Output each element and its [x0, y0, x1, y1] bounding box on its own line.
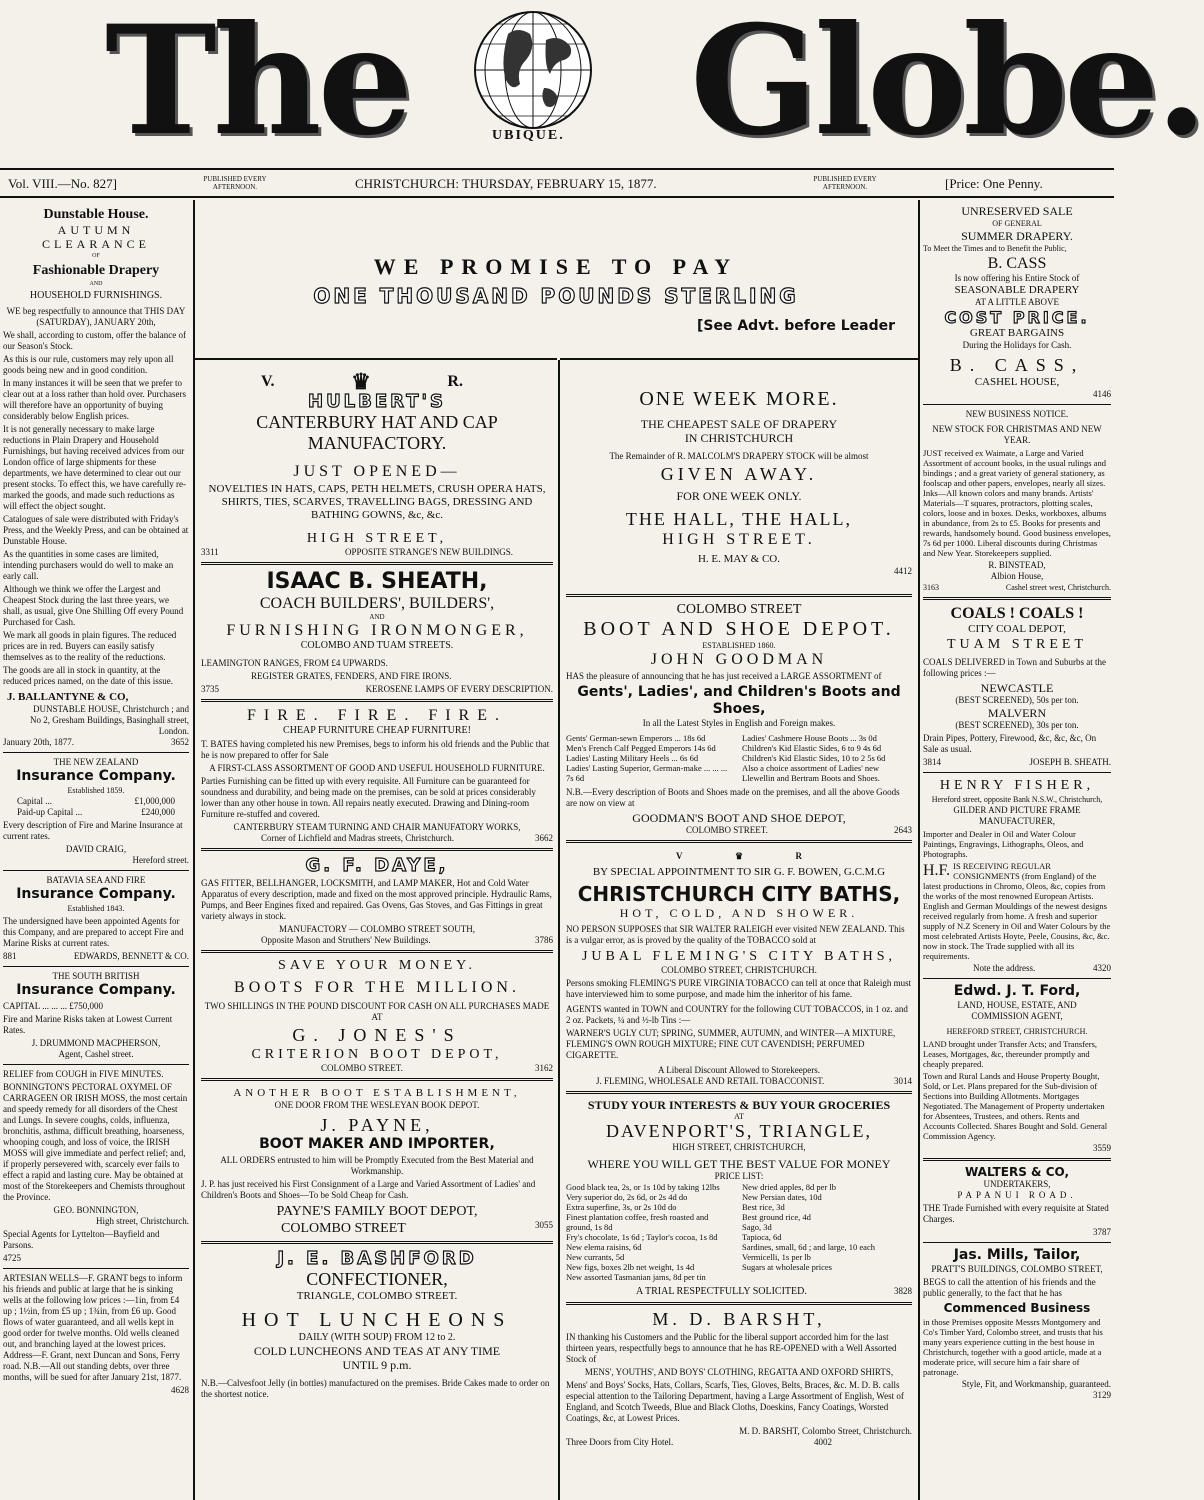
ad-heading: GREAT BARGAINS — [969, 327, 1065, 339]
ad-text: IS RECEIVING REGULAR CONSIGNMENTS (from England) of the latest productions in Chromo, Oleos, &c, copies from the works of the most renowned European Artists. English and German Mouldings of the newest designs received regularly from home. A fresh and superior supply of N.Z Scenery in Oil and Water Colours by the most celebrated Artists Hoyte, Peele, Cousins, &c, &c. now in stock. The Trade supplied with all its requirements. — [923, 861, 1111, 961]
ad-title: CHRISTCHURCH CITY BATHS, — [577, 882, 901, 906]
ad-heading: RELIEF from COUGH in FIVE MINUTES. — [3, 1069, 164, 1079]
ad-title: Jas. Mills, Tailor, — [953, 1247, 1081, 1263]
ad-heading: AUTUMN CLEARANCE — [42, 223, 150, 251]
ad-title: M. D. BARSHT, — [652, 1309, 826, 1329]
ad-heading: THE HALL, THE HALL, — [625, 509, 853, 529]
ad-text: AGENTS wanted in TOWN and COUNTRY for the following CUT TOBACCOS, in 1 oz. and 2 oz. Packets, ¼ and ½-lb Tins :— — [566, 1004, 908, 1025]
royal-crest-icon: ♛ — [734, 851, 744, 861]
ad-text: ALL ORDERS entrusted to him will be Promptly Executed from the Best Material and Workmanship. — [220, 1155, 534, 1176]
ad-heading: THE NEW ZEALAND — [53, 757, 139, 767]
ad-title: B. CASS — [987, 255, 1047, 272]
ad-signature: J. BALLANTYNE & CO, — [7, 691, 129, 703]
ad-daye-gasfitter — [201, 855, 553, 946]
ad-address: Albion House, — [990, 571, 1044, 581]
ad-address: PRATT'S BUILDINGS, COLOMBO STREET, — [931, 1264, 1103, 1274]
ad-text: TWO SHILLINGS IN THE POUND DISCOUNT FOR CASH ON ALL PURCHASES MADE AT — [204, 1001, 550, 1022]
ad-heading: COST PRICE. — [944, 308, 1090, 327]
ad-heading: HOT, COLD, AND SHOWER. — [619, 906, 859, 920]
ad-text: UNTIL 9 p.m. — [342, 1358, 412, 1372]
ad-heading: Fashionable Drapery — [32, 263, 160, 278]
ad-text: NOVELTIES IN HATS, CAPS, PETH HELMETS, CRUSH OPERA HATS, SHIRTS, TIES, SCARVES, TRAVELLING BAGS, DRESSING AND BATHING GOWNS, &c, &c. — [208, 483, 546, 521]
ad-heading: IN CHRISTCHURCH — [684, 431, 794, 445]
ad-text: As the quantities in some cases are limited, intending purchasers would do well to make an early call. — [3, 549, 174, 581]
ad-may-drapery — [566, 388, 912, 576]
ad-mills-tailor — [923, 1247, 1111, 1401]
ad-address: COLOMBO AND TUAM STREETS. — [300, 640, 454, 651]
ad-ref-number: 881 — [3, 951, 17, 961]
royal-crest-icon: ♛ — [351, 369, 371, 394]
ad-address: COLOMBO STREET, CHRISTCHURCH. — [661, 965, 817, 975]
ad-text: Special Agents for Lyttelton—Bayfield and Parsons. — [3, 1229, 160, 1250]
ad-signature: J. DRUMMOND MACPHERSON, — [31, 1038, 161, 1048]
ad-text: Persons smoking FLEMING'S PURE VIRGINIA TOBACCO can tell at once that Raleigh must have interviewed him to some purpose, and made him the inheritor of his fame. — [566, 978, 912, 999]
ad-text: REGISTER GRATES, FENDERS, AND FIRE IRONS. — [251, 671, 452, 681]
ad-coals — [923, 604, 1111, 768]
ad-text: CAPITAL ... ... ... £750,000 — [3, 1001, 103, 1011]
ad-heading: COACH BUILDERS', BUILDERS', — [259, 595, 495, 612]
ad-title: SAVE YOUR MONEY. — [278, 958, 476, 973]
ad-heading: GILDER AND PICTURE FRAME MANUFACTURER, — [953, 805, 1081, 826]
ad-address: HEREFORD STREET, CHRISTCHURCH. — [946, 1027, 1088, 1036]
ad-title: J. PAYNE, — [320, 1115, 434, 1135]
royal-initial: V. — [261, 373, 275, 390]
ad-title: HENRY FISHER, — [939, 778, 1095, 793]
ad-text: J. P. has just received his First Consignment of a Large and Varied Assortment of Ladies' and Children's Boots and Shoes—To be Sold Cheap for Cash. — [201, 1179, 536, 1200]
ad-heading: NEW STOCK FOR CHRISTMAS AND NEW YEAR. — [932, 424, 1102, 445]
ad-heading: CONFECTIONER, — [306, 1269, 448, 1289]
ad-text: Paid-up Capital ... — [17, 807, 83, 817]
price-item: Ladies' Cashmere House Boots ... 3s 0d — [742, 733, 877, 743]
price-item: New dried apples, 8d per lb — [742, 1182, 836, 1192]
ad-goodman-boots — [566, 601, 912, 836]
ad-text: The Remainder of R. MALCOLM'S DRAPERY STOCK will be almost — [609, 451, 869, 461]
ad-text: Importer and Dealer in Oil and Water Colour Paintings, Engravings, Lithographs, Oleos, and Photographs. — [923, 829, 1084, 859]
ad-text: N.B.—Every description of Boots and Shoes made on the premises, and all the above Goods are now on view at — [566, 787, 900, 808]
ad-text: In many instances it will be seen that we prefer to clear out at a loss rather than hold over. Purchasers will therefore have an opportunity of buying considerably below English prices. — [3, 378, 186, 421]
ad-signature: R. BINSTEAD, — [988, 560, 1046, 570]
ad-title: ISAAC B. SHEATH, — [266, 569, 488, 594]
divider — [195, 358, 557, 360]
ad-text: Is now offering his Entire Stock of — [954, 273, 1080, 283]
price-item: New currants, 5d — [566, 1252, 625, 1262]
divider — [560, 358, 918, 360]
ad-address: DUNSTABLE HOUSE, Christchurch ; and — [32, 704, 189, 714]
ad-ref-number: 3735 — [201, 684, 219, 694]
ad-initials: H.F. — [923, 862, 951, 879]
ad-nz-insurance — [3, 757, 189, 866]
ad-title: BOOT AND SHOE DEPOT. — [583, 618, 895, 640]
ad-heading: COLOMBO STREET — [676, 602, 802, 617]
ad-address: Opposite Mason and Struthers' New Buildings. — [261, 935, 431, 945]
ad-ref-number: 2643 — [894, 825, 912, 835]
volume-number: Vol. VIII.—No. 827] — [8, 176, 117, 191]
ad-text: OF — [92, 253, 100, 259]
ad-address: HIGH STREET, CHRISTCHURCH, — [672, 1142, 806, 1152]
ad-address: No 2, Gresham Buildings, Basinghall street, London. — [30, 715, 189, 736]
ad-text: Style, Fit, and Workmanship, guaranteed. — [961, 1379, 1111, 1389]
ad-text: In all the Latest Styles in English and Foreign makes. — [642, 718, 836, 728]
ad-text: Capital ... — [17, 796, 52, 806]
ad-text: Drain Pipes, Pottery, Firewood, &c, &c, &c, On Sale as usual. — [923, 733, 1097, 754]
ad-text: LEAMINGTON RANGES, FROM £4 UPWARDS. — [201, 658, 388, 668]
published-note-left: PUBLISHED EVERY AFTERNOON. — [203, 175, 267, 191]
ad-barsht-clothing — [566, 1309, 912, 1448]
ad-sheath-ironmonger — [201, 569, 553, 695]
ad-text: It is not generally necessary to make large reductions in Plain Drapery and Household Furnishings, but having received advices from our London office of large shipments for these departments, we have determined to clear out our present stocks. To effect this, we have carefully re-marked the goods, and made such reductions as will effect the object sought. — [3, 424, 186, 511]
price-item: Vermicelli, 1s per lb — [742, 1252, 811, 1262]
ad-text: To Meet the Times and to Benefit the Public, — [923, 244, 1067, 253]
ad-address: COLOMBO STREET. — [686, 825, 768, 835]
ad-text: Mens' and Boys' Socks, Hats, Collars, Scarfs, Ties, Gloves, Belts, Braces, &c. M. D. B. calls especial attention to the Tailoring Department, having a Large Assortment of English, West of England, and Scotch Tweeds, Blue and Black Cloths, Doeskins, Fancy Coatings, Worsted Coatings, &c, at Lowest Prices. — [566, 1380, 904, 1423]
ad-heading: FURNISHING IRONMONGER, — [226, 622, 528, 639]
price-item: New figs, boxes 2lb net weight, 1s 4d — [566, 1262, 695, 1272]
ad-text: A Liberal Discount Allowed to Storekeepers. — [658, 1065, 820, 1075]
ad-heading: BY SPECIAL APPOINTMENT TO SIR G. F. BOWEN, G.C.M.G — [592, 866, 886, 878]
ad-heading: HOT LUNCHEONS — [241, 1309, 513, 1331]
ad-heading: GIVEN AWAY. — [660, 464, 818, 484]
ad-text: We shall, according to custom, offer the balance of our Season's Stock. — [3, 330, 187, 351]
ad-text: Note the address. — [973, 963, 1036, 973]
ad-ref-number: 3311 — [201, 547, 219, 557]
ad-text: The goods are all in stock in quantity, at the reduced prices named, on the date of this issue. — [3, 665, 173, 686]
price-item: Men's French Calf Pegged Emperors 14s 6d — [566, 743, 716, 753]
ad-heading: Gents', Ladies', and Children's Boots and Shoes, — [577, 684, 901, 717]
column-1 — [0, 200, 192, 1500]
ad-heading: SUMMER DRAPERY. — [961, 229, 1073, 243]
ad-text: KEROSENE LAMPS OF EVERY DESCRIPTION. — [365, 684, 553, 694]
ad-ref-number: 4412 — [894, 566, 912, 576]
ad-heading: COMMISSION AGENT, — [971, 1011, 1063, 1021]
column-3 — [560, 362, 918, 1500]
ad-text: AT A LITTLE ABOVE — [974, 297, 1060, 307]
ad-heading: MENS', YOUTHS', AND BOYS' CLOTHING, REGATTA AND OXFORD SHIRTS, — [584, 1367, 894, 1377]
ad-text: BONNINGTON'S PECTORAL OXYMEL OF CARRAGEEN OR IRISH MOSS, the most certain and speedy remedy for all disorders of the Chest and Lungs. In severe coughs, colds, influenza, bronchitis, asthma, difficult breathing, hoarseness, whooping cough, and loss of voice, the IRISH MOSS will give immediate and perfect relief; and, if properly persevered with, scarcely ever fails to effect a rapid and lasting cure. May be obtained at most of the Storekeepers and Chemists throughout the Province. — [3, 1082, 188, 1202]
ad-title: ONE WEEK MORE. — [639, 388, 839, 410]
ad-heading: HIGH STREET, — [306, 531, 448, 546]
royal-initial: R — [795, 851, 802, 861]
royal-initial: V — [676, 851, 683, 861]
ad-text: AND — [89, 281, 103, 287]
ad-binstead-stationery — [923, 409, 1111, 593]
ad-address: Corner of Lichfield and Madras streets, Christchurch. — [261, 833, 454, 843]
ad-heading: G. JONES'S — [292, 1025, 462, 1045]
ad-jones-boots — [201, 957, 553, 1074]
ad-signature: H. E. MAY & CO. — [697, 553, 780, 565]
banner-subheadline: ONE THOUSAND POUNDS STERLING — [313, 284, 799, 308]
ad-heading: MALVERN — [987, 706, 1047, 720]
ad-ref-number: 4628 — [171, 1385, 189, 1395]
ad-heading: WHERE YOU WILL GET THE BEST VALUE FOR MONEY — [587, 1157, 891, 1171]
ad-title: J. E. BASHFORD — [277, 1248, 477, 1269]
ad-bashford-confectioner — [201, 1248, 553, 1400]
ad-address: MANUFACTORY — COLOMBO STREET SOUTH, — [279, 924, 475, 934]
ad-signature: DAVID CRAIG, — [65, 844, 127, 854]
ad-ref-number: 3129 — [1093, 1390, 1111, 1400]
ad-fire-furniture — [201, 706, 553, 844]
ad-heading: LAND, HOUSE, ESTATE, AND — [957, 1000, 1077, 1010]
ad-text: ESTABLISHED 1860. — [702, 641, 776, 650]
ad-date: January 20th, 1877. — [3, 737, 74, 747]
price-item: Fry's chocolate, 1s 6d ; Taylor's cocoa, 1s 8d — [566, 1232, 718, 1242]
masthead — [0, 0, 1204, 169]
ad-text: The undersigned have been appointed Agents for this Company, and are prepared to accept Fire and Marine Risks at current rates. — [3, 916, 184, 948]
ad-heading: GOODMAN'S BOOT AND SHOE DEPOT, — [632, 811, 846, 825]
price-item: Also a choice assortment of Ladies' new Llewellin and Bertram Boots and Shoes. — [742, 763, 880, 783]
banner-headline: WE PROMISE TO PAY — [373, 254, 739, 279]
price-item: Finest plantation coffee, fresh roasted and ground, 1s 8d — [566, 1212, 709, 1232]
ad-title: WALTERS & CO, — [964, 1165, 1070, 1179]
column-2 — [195, 362, 559, 1500]
price-item: New assorted Tasmanian jams, 8d per tin — [566, 1272, 706, 1282]
ad-heading: Commenced Business — [943, 1301, 1091, 1315]
ad-address: CASHEL HOUSE, — [974, 376, 1060, 388]
ad-text: HAS the pleasure of announcing that he has just received a LARGE ASSORTMENT of — [566, 671, 882, 681]
ad-address: Hereford street. — [132, 855, 189, 865]
published-note-right: PUBLISHED EVERY AFTERNOON. — [813, 175, 877, 191]
ad-address: Agent, Cashel street. — [58, 1049, 134, 1059]
ad-ref-number: 3828 — [894, 1286, 912, 1296]
ad-text: (BEST SCREENED), 30s per ton. — [955, 720, 1079, 730]
ad-heading: HOUSEHOLD FURNISHINGS. — [29, 290, 163, 301]
ad-text: COALS DELIVERED in Town and Suburbs at the following prices :— — [923, 657, 1106, 678]
ad-text: Established 1859. — [67, 786, 125, 795]
ad-ref-number: 3814 — [923, 757, 941, 767]
ad-heading: TUAM STREET — [946, 637, 1088, 652]
ad-text: LAND brought under Transfer Acts; and Transfers, Leases, Mortgages, &c, thereunder promptly and cheaply prepared. — [923, 1039, 1098, 1069]
ad-davenport-groceries — [566, 1098, 912, 1298]
ad-ref-number: 3162 — [535, 1063, 553, 1073]
ad-address: COLOMBO STREET. — [321, 1063, 403, 1073]
ad-heading: NEWCASTLE — [980, 681, 1054, 695]
ad-heading: SEASONABLE DRAPERY — [954, 284, 1080, 296]
ad-ref-number: 3652 — [171, 737, 189, 747]
ad-heading: BATAVIA SEA AND FIRE — [46, 875, 146, 885]
ad-heading: UNDERTAKERS, — [983, 1179, 1051, 1189]
ad-title: G. F. DAYE, — [305, 855, 449, 876]
price-item: Ladies' Lasting Superior, German-make ... ... ... 7s 6d — [566, 763, 728, 783]
ad-value: £1,000,000 — [134, 796, 175, 806]
ad-address: Hereford street, opposite Bank N.S.W., Christchurch, — [931, 795, 1103, 804]
ad-text: JUST received ex Waimate, a Large and Varied Assortment of account books, in the usual rulings and bindings ; and a great variety of general stationery, as foolscap and other papers, envelopes, nearly all sizes. Inks—All known colors and many brands. Artists' Materials—T squares, protractors, plotting scales, colors, loose and in boxes. Desks, workboxes, albums in abundance, from 2s to £5. Books for presents and rewards, handsomely bound. Good business envelopes, 7s 6d per 1000. Liberal discounts during Christmas and New Year. Storekeepers supplied. — [923, 448, 1111, 558]
ad-title: Insurance Company. — [16, 886, 176, 902]
ad-text: Fire and Marine Risks taken at Lowest Current Rates. — [3, 1014, 173, 1035]
ad-text: AND — [369, 613, 385, 621]
ad-heading: CRITERION BOOT DEPOT, — [251, 1047, 503, 1062]
ad-payne-boots — [201, 1087, 553, 1237]
ad-signature: J. FLEMING, WHOLESALE AND RETAIL TOBACCONIST. — [596, 1076, 825, 1086]
ad-heading: ANOTHER BOOT ESTABLISHMENT, — [233, 1087, 521, 1099]
price-item: Children's Kid Elastic Sides, 6 to 9 4s 6d — [742, 743, 882, 753]
ad-promise-banner — [195, 200, 917, 360]
ad-ref-number: 3662 — [535, 833, 553, 843]
ad-heading: CITY COAL DEPOT, — [968, 623, 1066, 635]
ad-text: Established 1843. — [67, 904, 125, 913]
ad-signature: JOSEPH B. SHEATH. — [1029, 757, 1111, 767]
ad-address: CANTERBURY STEAM TURNING AND CHAIR MANUFATORY WORKS, — [233, 822, 521, 832]
ad-heading: JUBAL FLEMING'S CITY BATHS, — [581, 949, 897, 964]
ad-dunstable-house — [3, 206, 189, 748]
ad-ref-number: 3055 — [535, 1220, 553, 1230]
ad-heading: BOOTS FOR THE MILLION. — [234, 979, 520, 996]
ad-ref-number: 4002 — [814, 1437, 832, 1447]
ad-text: During the Holidays for Cash. — [962, 340, 1072, 350]
ad-walters-undertakers — [923, 1165, 1111, 1238]
ad-text: in those Premises opposite Messrs Montgomery and Co's Timber Yard, Colombo street, and trusts that his many years experience cutting in the best house in Christchurch, together with a good article, made at a moderate price, will secure him a fair share of patronage. — [923, 1317, 1103, 1377]
ad-heading: UNRESERVED SALE — [961, 204, 1073, 218]
ad-heading: NEW BUSINESS NOTICE. — [965, 409, 1069, 419]
ad-artesian-wells — [3, 1273, 189, 1396]
masthead-title-right: Globe. — [690, 0, 1204, 169]
ad-value: £240,000 — [141, 807, 175, 817]
ad-cass-drapery — [923, 204, 1111, 400]
price-item: Best rice, 3d — [742, 1202, 785, 1212]
ad-text: ONE DOOR FROM THE WESLEYAN BOOK DEPOT. — [274, 1100, 480, 1110]
royal-initial: R. — [447, 373, 463, 390]
ad-heading: THE SOUTH BRITISH — [52, 971, 140, 981]
price-list-heading: PRICE LIST: — [714, 1171, 764, 1181]
ad-text: IN thanking his Customers and the Public for the liberal support accorded him for the last thirteen years, respectfully begs to announce that he has RE-OPENED with a Well Assorted Stock of — [566, 1332, 897, 1364]
ad-text: AT — [734, 1112, 744, 1121]
ad-text: A TRIAL RESPECTFULLY SOLICITED. — [636, 1286, 807, 1297]
ad-heading: BOOT MAKER AND IMPORTER, — [259, 1136, 495, 1152]
ad-text: WARNER'S UGLY CUT; SPRING, SUMMER, AUTUMN, and WINTER—A MIXTURE, FLEMING'S OWN ROUGH MIXTURE; FINE CUT CAVENDISH; PERFUMED CIGARETTE. — [566, 1028, 896, 1060]
ad-heading: HIGH STREET. — [662, 531, 816, 548]
ad-ref-number: 4320 — [1093, 963, 1111, 973]
ad-heading: STUDY YOUR INTERESTS & BUY YOUR GROCERIES — [587, 1098, 891, 1112]
ad-text: WE beg respectfully to announce that THIS DAY (SATURDAY), JANUARY 20th, — [6, 306, 186, 327]
ad-text: Although we think we offer the Largest and Cheapest Stock during the last three years, we shall, as usual, give One Shilling Off every Pound Purchased for Cash. — [3, 584, 184, 627]
price-item: New Persian dates, 10d — [742, 1192, 822, 1202]
price-item: Children's Kid Elastic Sides, 10 to 2 5s 6d — [742, 753, 886, 763]
ad-text: Every description of Fire and Marine Insurance at current rates. — [3, 820, 183, 841]
ad-signature: GEO. BONNINGTON, — [53, 1205, 139, 1215]
ad-heading: MANUFACTORY. — [307, 433, 447, 453]
place-and-date: CHRISTCHURCH: THURSDAY, FEBRUARY 15, 1877. — [355, 176, 657, 191]
ad-ref-number: 3787 — [1093, 1227, 1111, 1237]
ad-address: Cashel street west, Christchurch. — [1005, 583, 1111, 592]
ad-south-british-insurance — [3, 971, 189, 1060]
ad-ref-number: 3559 — [1093, 1143, 1111, 1153]
ad-heading: JUST OPENED— — [293, 463, 461, 480]
ad-address: High street, Christchurch. — [96, 1216, 189, 1226]
ad-ford-land-agent — [923, 983, 1111, 1154]
ad-text: A FIRST-CLASS ASSORTMENT OF GOOD AND USEFUL HOUSEHOLD FURNITURE. — [209, 763, 545, 773]
ad-fleming-baths — [566, 847, 912, 1087]
ad-text: (BEST SCREENED), 50s per ton. — [955, 695, 1079, 705]
ad-text: Parties Furnishing can be fitted up with every requisite. All Furniture can be guaranteed for soundness and durability, and being made on the premises, can be sold at prices considerably lower than any other house in town. All repairs neatly executed. Drawing and Dining-room Furniture re-stuffed and covered. — [201, 776, 536, 819]
ad-heading: THE CHEAPEST SALE OF DRAPERY — [640, 417, 838, 431]
ad-text: As this is our rule, customers may rely upon all goods being new and in good condition. — [3, 354, 174, 375]
ad-title: COALS ! COALS ! — [950, 605, 1084, 622]
ad-ref-number: 3786 — [535, 935, 553, 945]
ad-fisher-gilder — [923, 777, 1111, 974]
ad-text: Town and Rural Lands and House Property Bought, Sold, or Let. Plans prepared for the Sub-division of Sections into Building Allotments. Mortgages Negotiated. The Management of Property undertaken for Absentees, Trustees, and others. Rents and Accounts Collected. Shares Bought and Sold. General Commission Agency. — [923, 1071, 1108, 1141]
ad-heading: CANTERBURY HAT AND CAP — [256, 412, 498, 432]
ad-ref-number: 3014 — [894, 1076, 912, 1086]
ad-text: Catalogues of sale were distributed with Friday's Press, and the Weekly Press, and can be obtained at Dunstable House. — [3, 514, 189, 546]
ad-heading: CHEAP FURNITURE CHEAP FURNITURE! — [283, 725, 471, 736]
ad-title: Dunstable House. — [43, 207, 149, 222]
masthead-title-left: The — [105, 0, 410, 169]
ad-ref-number: 3163 — [923, 583, 939, 592]
banner-note: [See Advt. before Leader — [697, 318, 895, 334]
ad-text: THE Trade Furnished with every requisite at Stated Charges. — [923, 1203, 1109, 1224]
ad-heading: COLD LUNCHEONS AND TEAS AT ANY TIME — [253, 1344, 501, 1358]
ad-text: T. BATES having completed his new Premises, begs to inform his old friends and the Public that he is now prepared to offer for Sale — [201, 739, 550, 760]
ad-signature: M. D. BARSHT, Colombo Street, Christchurch. — [739, 1426, 912, 1436]
ad-address: PAPANUI ROAD. — [957, 1190, 1077, 1200]
ad-title: HULBERT'S — [308, 391, 446, 412]
price-item: Best ground rice, 4d — [742, 1212, 811, 1222]
ad-text: NO PERSON SUPPOSES that SIR WALTER RALEIGH ever visited NEW ZEALAND. This is a vulgar error, as is proved by the quality of the TOBACCO sold at — [566, 924, 905, 945]
ad-title: Insurance Company. — [16, 768, 176, 784]
price-item: Ladies' Lasting Military Heels ... 6s 6d — [566, 753, 699, 763]
price-item: Sago, 3d — [742, 1222, 772, 1232]
ad-address: TRIANGLE, COLOMBO STREET. — [296, 1290, 458, 1302]
ad-text: FOR ONE WEEK ONLY. — [676, 489, 802, 503]
ad-heading: PAYNE'S FAMILY BOOT DEPOT, — [276, 1204, 478, 1219]
price-item: Sugars at wholesale prices — [742, 1262, 832, 1272]
price-item: Sardines, small, 6d ; and large, 10 each — [742, 1242, 875, 1252]
ad-batavia-insurance — [3, 875, 189, 962]
price: [Price: One Penny. — [945, 176, 1043, 191]
price-item: New elema raisins, 6d — [566, 1242, 642, 1252]
ad-text: N.B.—Calvesfoot Jelly (in bottles) manufactured on the premises. Bride Cakes made to order on the shortest notice. — [201, 1378, 550, 1399]
price-item: Extra superfine, 3s, or 2s 10d do — [566, 1202, 677, 1212]
ad-text: DAILY (WITH SOUP) FROM 12 to 2. — [298, 1332, 456, 1343]
ad-ref-number: 4725 — [3, 1253, 21, 1263]
ad-text: OF GENERAL — [992, 219, 1042, 228]
ad-address: OPPOSITE STRANGE'S NEW BUILDINGS. — [345, 547, 513, 557]
price-item: Tapioca, 6d — [742, 1232, 782, 1242]
ad-address: COLOMBO STREET — [281, 1221, 406, 1236]
ad-title: Insurance Company. — [16, 982, 176, 998]
ad-text: ARTESIAN WELLS—F. GRANT begs to inform his friends and public at large that he is sinking wells at the following low prices :—1in, from £4 up ; 1½in, from £5 up ; 1¾in, from £6 up. Good flows of water guaranteed, and all wells kept in good order for twelve months. Old wells cleaned out, and branching layed at the lowest prices. Address—F. Grant, next Duncan and Sons, Ferry road. N.B.—All out standing debts, over three months, will be sued for after January 21st, 1877. — [3, 1273, 183, 1382]
ad-signature: EDWARDS, BENNETT & CO. — [73, 951, 189, 961]
masthead-motto: UBIQUE. — [492, 128, 565, 143]
price-item: Good black tea, 2s, or 1s 10d by taking 12lbs — [566, 1182, 720, 1192]
ad-text: BEGS to call the attention of his friends and the public generally, to the fact that he has — [923, 1277, 1096, 1298]
ad-title: DAVENPORT'S, TRIANGLE, — [605, 1121, 872, 1141]
ad-heading: JOHN GOODMAN — [650, 651, 828, 668]
ad-text: We mark all goods in plain figures. The reduced prices are in red. Buyers can easily satisfy themselves as to the reality of the reductions. — [3, 630, 177, 662]
ad-title: Edwd. J. T. Ford, — [953, 983, 1081, 999]
ad-title: B. CASS, — [949, 355, 1085, 375]
ad-bonnington-oxymel — [3, 1069, 189, 1264]
ad-hulbert — [201, 362, 553, 558]
price-item: Very superior do, 2s 6d, or 2s 4d do — [566, 1192, 688, 1202]
column-4 — [920, 200, 1114, 1500]
ad-ref-number: 4146 — [1093, 389, 1111, 399]
ad-text: Three Doors from City Hotel. — [566, 1437, 674, 1447]
price-item: Gents' German-sewn Emperors ... 18s 6d — [566, 733, 706, 743]
ad-text: GAS FITTER, BELLHANGER, LOCKSMITH, and LAMP MAKER, Hot and Cold Water Apparatus of every description, made and fixed on the most approved principle. Hydraulic Rams, Pumps, and Beer Engines fixed and repaired. Gas Ovens, Gas Stoves, and Gas Fittings in great variety always in stock. — [201, 878, 552, 921]
dateline-bar — [0, 168, 1114, 198]
ad-title: FIRE. FIRE. FIRE. — [246, 707, 507, 724]
